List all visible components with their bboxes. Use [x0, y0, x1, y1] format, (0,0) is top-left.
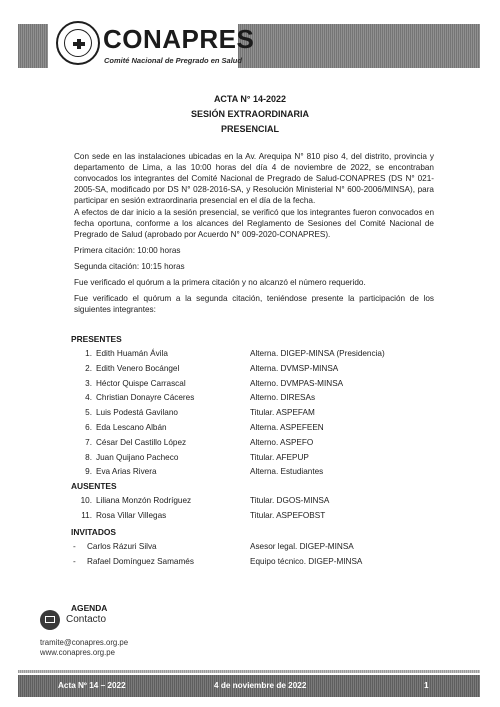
attendee-role: Equipo técnico. DIGEP-MINSA — [250, 557, 363, 566]
attendee-role: Asesor legal. DIGEP-MINSA — [250, 542, 354, 551]
first-call: Primera citación: 10:00 horas — [74, 246, 181, 255]
attendee-name: Luis Podestá Gavilano — [96, 408, 178, 418]
attendee-name: Liliana Monzón Rodríguez — [96, 496, 192, 505]
attendee-name: Rosa Villar Villegas — [96, 511, 167, 520]
attendee-row — [0, 557, 500, 571]
invitados-heading: INVITADOS — [71, 527, 116, 537]
attendee-number: - — [73, 542, 76, 551]
quorum-second: Fue verificado el quórum a la segunda citación, teniéndose presente la participación de los siguientes integrantes: — [74, 294, 434, 314]
attendee-number: 2. — [85, 363, 92, 373]
attendee-number: 3. — [85, 378, 92, 388]
attendee-role: Alterna. ASPEFEEN — [250, 423, 324, 432]
attendee-name: César Del Castillo López — [96, 437, 187, 447]
attendee-role: Titular. ASPEFOBST — [250, 511, 326, 520]
attendee-role: Alterno. DVMPAS-MINSA — [250, 378, 344, 388]
attendee-name: Rafael Domínguez Samamés — [87, 557, 194, 566]
agenda-heading: AGENDA — [71, 603, 108, 613]
attendee-role: Alterno. DIRESAs — [250, 393, 316, 403]
intro-paragraph-2: A efectos de dar inicio a la sesión presencial, se verificó que los integrantes fueron convocados en fecha oportuna, conforme a los alcances del Reglamento de Sesiones del Comité Nacional de Pregrado de Salud (aprobado por Acuerdo N° 009-2020-CONAPRES). — [74, 208, 434, 239]
attendee-row — [0, 349, 500, 363]
attendee-number: 9. — [85, 467, 92, 477]
attendee-number: 10. — [80, 496, 92, 505]
attendee-number: 6. — [85, 423, 92, 432]
attendee-number: 8. — [85, 452, 92, 462]
attendee-role: Alterna. DVMSP-MINSA — [250, 363, 339, 373]
attendee-name: Eda Lescano Albán — [96, 423, 167, 432]
attendee-row — [0, 423, 500, 437]
brand-subtitle: Comité Nacional de Pregrado en Salud — [104, 56, 242, 65]
attendee-name: Christian Donayre Cáceres — [96, 393, 195, 403]
footer-divider — [18, 670, 480, 673]
session-title: SESIÓN EXTRAORDINARIA — [190, 109, 309, 119]
attendee-number: 7. — [85, 437, 92, 447]
attendee-name: Eva Arias Rivera — [96, 467, 157, 477]
attendee-row — [0, 438, 500, 452]
attendee-row — [0, 393, 500, 407]
attendee-role: Titular. AFEPUP — [250, 452, 309, 462]
footer-date: 4 de noviembre de 2022 — [214, 681, 307, 690]
attendee-name: Héctor Quispe Carrascal — [96, 378, 186, 388]
attendee-role: Alterna. Estudiantes — [250, 467, 324, 477]
attendee-role: Alterno. ASPEFO — [250, 437, 314, 447]
acta-title: ACTA N° 14-2022 — [213, 94, 287, 104]
second-call: Segunda citación: 10:15 horas — [74, 262, 185, 271]
presentes-heading: PRESENTES — [71, 334, 122, 344]
footer-acta: Acta Nº 14 – 2022 — [58, 681, 126, 690]
contact-email[interactable]: tramite@conapres.org.pe — [40, 638, 129, 647]
contact-website[interactable]: www.conapres.org.pe — [40, 648, 115, 657]
attendee-row — [0, 496, 500, 510]
attendee-row — [0, 364, 500, 378]
conapres-seal-icon — [56, 21, 100, 65]
ausentes-heading: AUSENTES — [71, 481, 117, 491]
attendee-row — [0, 408, 500, 422]
attendee-role: Titular. DGOS-MINSA — [250, 496, 330, 505]
brand-name: CONAPRES — [103, 24, 255, 54]
attendee-name: Edith Venero Bocángel — [96, 363, 180, 373]
attendee-number: 1. — [85, 349, 92, 358]
attendee-number: 11. — [81, 511, 92, 520]
attendee-row — [0, 542, 500, 556]
attendee-row — [0, 453, 500, 467]
mail-icon — [40, 610, 60, 630]
mode-title: PRESENCIAL — [220, 124, 279, 134]
attendee-row — [0, 379, 500, 393]
attendee-number: - — [73, 557, 76, 566]
attendee-name: Juan Quijano Pacheco — [96, 452, 179, 462]
attendee-row — [0, 511, 500, 525]
attendee-name: Carlos Rázuri Silva — [87, 542, 157, 551]
intro-paragraph-1: Con sede en las instalaciones ubicadas en la Av. Arequipa N° 810 piso 4, del distrito, provincia y departamento de Lima, a las 10:00 horas del día 4 de noviembre de 2022, se encontraban convocados los integrantes del Comité Nacional de Pregrado de Salud-CONAPRES (DS N° 021-2005-SA, modificado por DS N° 028-2016-SA, y Resolución Ministerial N° 600-2006/MINSA), para participar en sesión extraordinaria presencial en el día de la fecha. — [74, 152, 434, 205]
attendee-name: Edith Huamán Ávila — [96, 349, 168, 358]
attendee-role: Titular. ASPEFAM — [250, 408, 315, 418]
footer-page-number: 1 — [424, 681, 429, 690]
attendee-number: 5. — [85, 408, 92, 418]
attendee-row — [0, 467, 500, 481]
attendee-role: Alterna. DIGEP-MINSA (Presidencia) — [250, 349, 385, 358]
quorum-first: Fue verificado el quórum a la primera citación y no alcanzó el número requerido. — [74, 278, 366, 287]
contact-label: Contacto — [66, 614, 107, 625]
attendee-number: 4. — [85, 393, 92, 403]
